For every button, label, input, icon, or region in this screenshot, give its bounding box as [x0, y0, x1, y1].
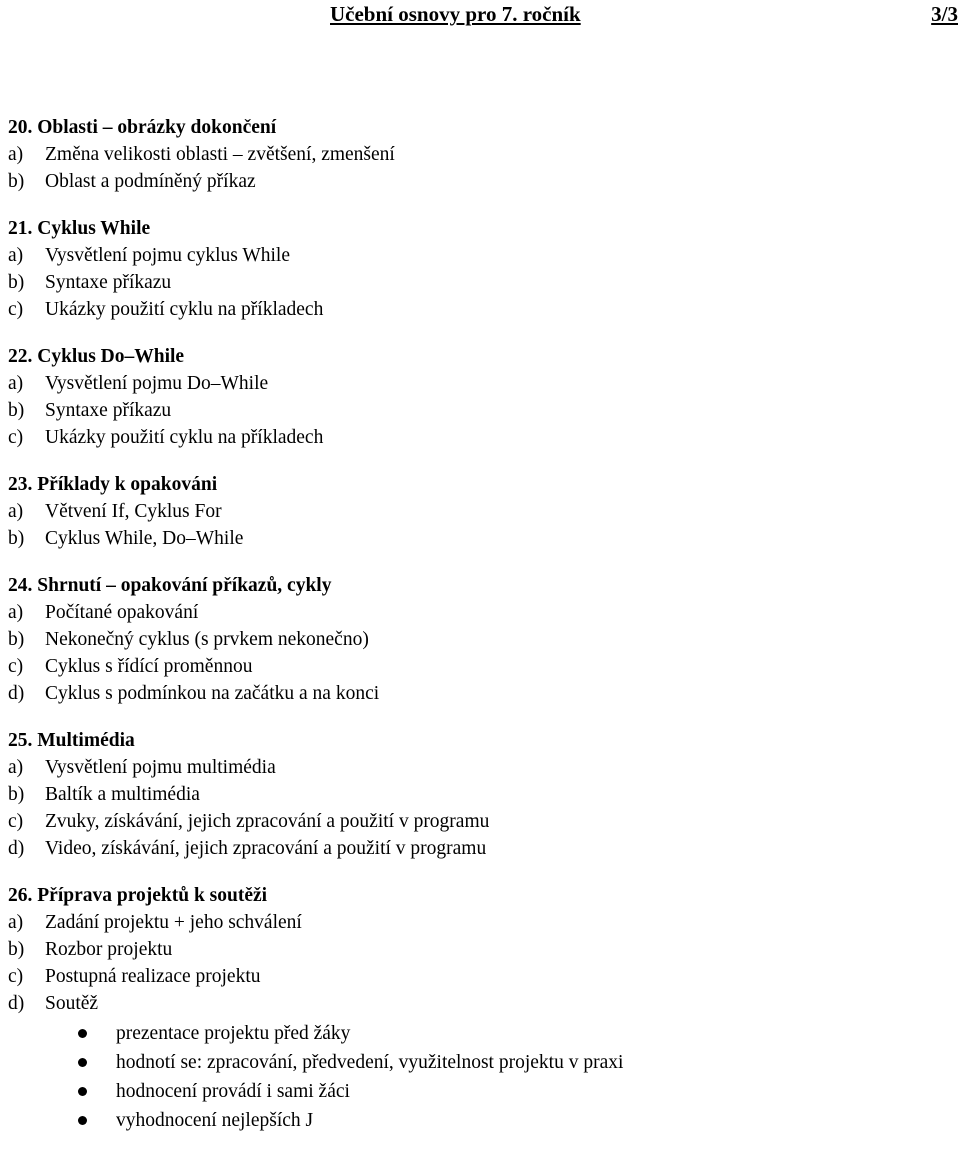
- list-item: [8, 990, 948, 1017]
- list-item: [8, 835, 948, 862]
- list-item-text: Soutěž: [45, 993, 99, 1014]
- list-item-letter: a): [8, 144, 24, 165]
- section: [8, 114, 948, 195]
- section-title: 24. Shrnutí – opakování příkazů, cykly: [8, 575, 332, 596]
- list-item-text: Cyklus While, Do–While: [45, 528, 244, 549]
- list-item: [8, 141, 948, 168]
- list-item-letter: d): [8, 683, 25, 704]
- bullet-text: hodnotí se: zpracování, předvedení, využitelnost projektu v praxi: [116, 1052, 624, 1073]
- list-item-text: Větvení If, Cyklus For: [45, 501, 222, 522]
- list-item-letter: a): [8, 757, 24, 778]
- list-item-text: Ukázky použití cyklu na příkladech: [45, 299, 324, 320]
- list-item-text: Oblast a podmíněný příkaz: [45, 171, 256, 192]
- list-item-letter: c): [8, 966, 24, 987]
- list-item-letter: d): [8, 993, 25, 1014]
- bullet-list: [8, 1019, 948, 1135]
- list-item: [8, 808, 948, 835]
- bullet-dot-icon: [78, 1029, 87, 1038]
- section: [8, 572, 948, 707]
- bullet-dot-icon: [78, 1116, 87, 1125]
- list-item-text: Vysvětlení pojmu Do–While: [45, 373, 269, 394]
- list-item: [8, 599, 948, 626]
- list-item-letter: b): [8, 400, 25, 421]
- document-body: [8, 114, 948, 1155]
- list-item: [8, 754, 948, 781]
- list-item-letter: a): [8, 373, 24, 394]
- list-item-text: Syntaxe příkazu: [45, 272, 172, 293]
- section-title: 23. Příklady k opakováni: [8, 474, 218, 495]
- list-item: [8, 370, 948, 397]
- list-item: [8, 498, 948, 525]
- bullet-item: [8, 1077, 948, 1106]
- list-item-letter: a): [8, 245, 24, 266]
- list-item-letter: b): [8, 939, 25, 960]
- section: [8, 343, 948, 451]
- list-item-text: Vysvětlení pojmu cyklus While: [45, 245, 290, 266]
- bullet-item: [8, 1019, 948, 1048]
- bullet-item: [8, 1106, 948, 1135]
- bullet-item: [8, 1048, 948, 1077]
- list-item-text: Cyklus s podmínkou na začátku a na konci: [45, 683, 380, 704]
- section: [8, 471, 948, 552]
- list-item-letter: a): [8, 501, 24, 522]
- list-item-text: Ukázky použití cyklu na příkladech: [45, 427, 324, 448]
- list-item-letter: a): [8, 602, 24, 623]
- list-item: [8, 296, 948, 323]
- list-item: [8, 936, 948, 963]
- list-item-text: Baltík a multimédia: [45, 784, 200, 805]
- list-item-letter: b): [8, 272, 25, 293]
- section-title: 21. Cyklus While: [8, 218, 151, 239]
- list-item: [8, 963, 948, 990]
- list-item: [8, 653, 948, 680]
- list-item-text: Cyklus s řídící proměnnou: [45, 656, 253, 677]
- list-item-letter: d): [8, 838, 25, 859]
- list-item-text: Počítané opakování: [45, 602, 199, 623]
- section-title: 20. Oblasti – obrázky dokončení: [8, 117, 277, 138]
- list-item-text: Postupná realizace projektu: [45, 966, 261, 987]
- list-item-letter: b): [8, 171, 25, 192]
- list-item-letter: c): [8, 427, 24, 448]
- list-item: [8, 397, 948, 424]
- list-item-text: Nekonečný cyklus (s prvkem nekonečno): [45, 629, 369, 650]
- list-item-letter: a): [8, 912, 24, 933]
- bullet-text: hodnocení provádí i sami žáci: [116, 1081, 350, 1102]
- page-header: [0, 0, 960, 30]
- list-item-letter: c): [8, 299, 24, 320]
- section: [8, 727, 948, 862]
- list-item-text: Video, získávání, jejich zpracování a použití v programu: [45, 838, 487, 859]
- section-title: 22. Cyklus Do–While: [8, 346, 185, 367]
- list-item-letter: b): [8, 629, 25, 650]
- list-item-text: Změna velikosti oblasti – zvětšení, zmenšení: [45, 144, 395, 165]
- list-item-text: Vysvětlení pojmu multimédia: [45, 757, 276, 778]
- section-title: 26. Příprava projektů k soutěži: [8, 885, 268, 906]
- page-title: Učební osnovy pro 7. ročník: [330, 2, 581, 26]
- page-number: 3/3: [931, 2, 958, 26]
- bullet-dot-icon: [78, 1087, 87, 1096]
- list-item: [8, 525, 948, 552]
- list-item-letter: c): [8, 811, 24, 832]
- list-item: [8, 680, 948, 707]
- section: [8, 882, 948, 1135]
- list-item-text: Rozbor projektu: [45, 939, 173, 960]
- section: [8, 215, 948, 323]
- bullet-dot-icon: [78, 1058, 87, 1067]
- bullet-text: vyhodnocení nejlepších J: [116, 1110, 314, 1131]
- list-item-text: Zadání projektu + jeho schválení: [45, 912, 302, 933]
- list-item: [8, 269, 948, 296]
- list-item-letter: c): [8, 656, 24, 677]
- list-item: [8, 168, 948, 195]
- list-item: [8, 242, 948, 269]
- bullet-text: prezentace projektu před žáky: [116, 1023, 351, 1044]
- list-item: [8, 626, 948, 653]
- list-item-text: Zvuky, získávání, jejich zpracování a použití v programu: [45, 811, 490, 832]
- list-item: [8, 909, 948, 936]
- section-title: 25. Multimédia: [8, 730, 135, 751]
- list-item-text: Syntaxe příkazu: [45, 400, 172, 421]
- list-item-letter: b): [8, 784, 25, 805]
- list-item: [8, 781, 948, 808]
- list-item: [8, 424, 948, 451]
- list-item-letter: b): [8, 528, 25, 549]
